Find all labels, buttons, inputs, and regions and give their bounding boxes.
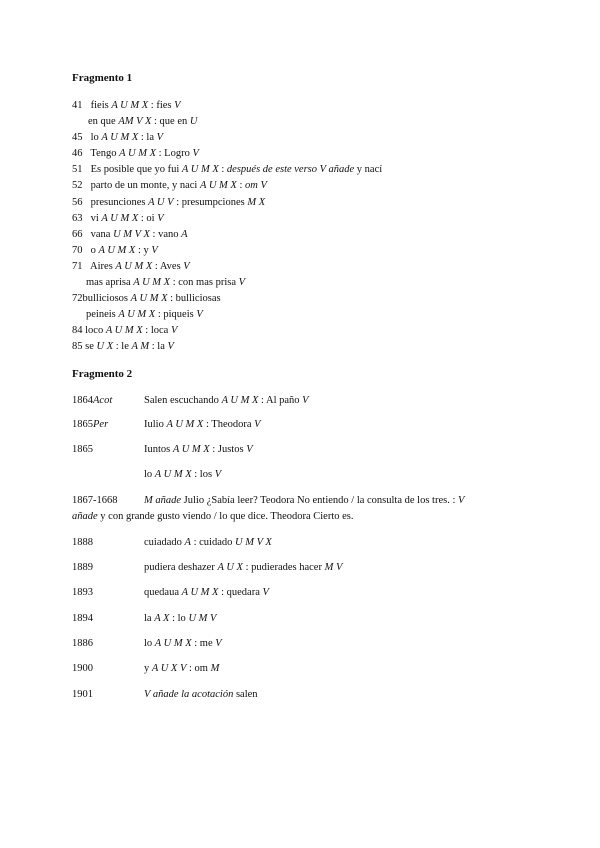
list-item: 70 o A U M X : y V bbox=[72, 244, 158, 256]
list-item: 52 parto de un monte, y naci A U M X : om V bbox=[72, 180, 267, 192]
list-item: mas aprisa A U M X : con mas prisa V bbox=[86, 277, 246, 289]
fragment-2-heading: Fragmento 2 bbox=[72, 368, 133, 380]
list-item: 51 Es posible que yo fui A U M X : después de este verso V añade y nací bbox=[72, 164, 383, 176]
fragment-1-heading: Fragmento 1 bbox=[72, 72, 133, 84]
document-page: Fragmento 1 41 fieis A U M X : fies V en que AM V X : que en U 45 lo A U M X : la V 46 Tengo A U M X : Logro V 51 Es posible que yo fui A U M X : después de este verso V añade y nací 52 parto de un monte, y naci A U M X : om V 56 presunciones A U V : presumpciones M X 63 vi A U M X : oi V 66 vana U M V X : vano A 70 o A U M X : y V 71 Aires A U M X : Aves V mas aprisa A U M X : con mas prisa V 72bulliciosos A U M X : bulliciosas peineis A U M X : piqueis V 84 loco A U M X : loca V 85 se U X : le A M : la V Fragmento 2 1864Acot Salen escuchando A U M X : Al paño V 1865Per Iulio A U M X : Theodora V 1865 Iuntos A U M X : Justos V lo A U M X : los V 1867-1668 M añade Julio ¿Sabía leer? Teodora No entiendo / la consulta de los tres. : V añade y con grande gusto viendo / lo que dice. Theodora Cierto es. 1888 cuiadado A : cuidado U M V X 1889 pudiera deshazer A U X : pudierades hacer M V 1893 quedaua A U M X : quedara V 1894 la A X : lo U M V 1886 lo A U M X : me V 1900 y A U X V : om M 1901 V añade la acotación salen bbox=[0, 0, 600, 848]
list-item: 45 lo A U M X : la V bbox=[72, 132, 164, 144]
list-item: peineis A U M X : piqueis V bbox=[86, 309, 203, 321]
list-item: en que AM V X : que en U bbox=[88, 116, 198, 128]
list-item: 63 vi A U M X : oi V bbox=[72, 212, 164, 224]
list-item: 71 Aires A U M X : Aves V bbox=[72, 260, 190, 272]
fragment-1-list bbox=[72, 98, 552, 356]
list-item: 41 fieis A U M X : fies V bbox=[72, 100, 181, 111]
list-item: 66 vana U M V X : vano A bbox=[72, 228, 188, 240]
list-item: 46 Tengo A U M X : Logro V bbox=[72, 148, 199, 160]
list-item: 84 loco A U M X : loca V bbox=[72, 325, 178, 337]
list-item: 85 se U X : le A M : la V bbox=[72, 341, 174, 353]
list-item: 72bulliciosos A U M X : bulliciosas bbox=[72, 293, 221, 305]
list-item: 56 presunciones A U V : presumpciones M X bbox=[72, 196, 266, 208]
